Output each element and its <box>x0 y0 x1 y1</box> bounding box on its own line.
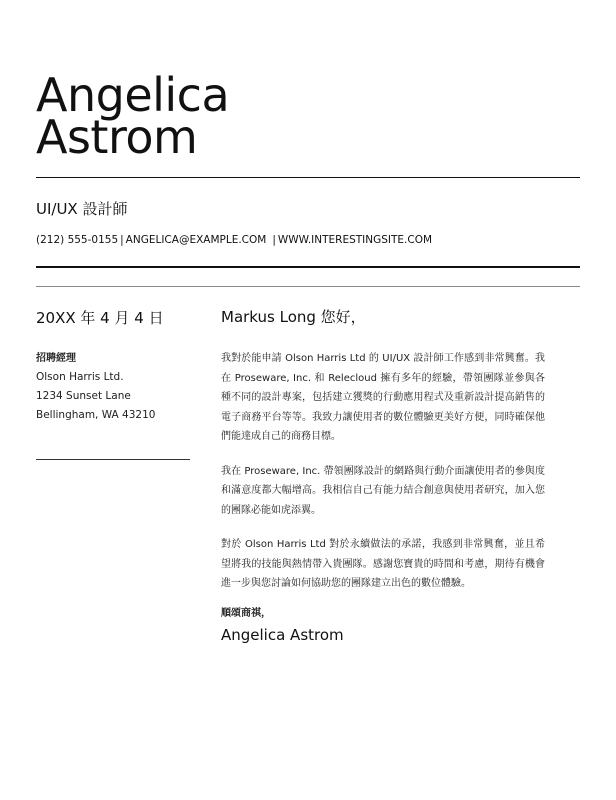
signature: Angelica Astrom <box>221 626 344 644</box>
contact-line <box>36 233 432 247</box>
job-title: UI/UX 設計師 <box>36 200 128 218</box>
letter-paragraph: 我對於能申請 Olson Harris Ltd 的 UI/UX 設計師工作感到非常興奮。我在 Proseware, Inc. 和 Relecloud 擁有多年的經驗，帶領團隊並參與各種不同的設計專案，包括建立獲獎的行動應用程式及重新設計提高銷售的電子商務平台等等。我致力讓使用者的數位體驗更美好方便，同時確保他們能達成自己的商務目標。 <box>221 353 545 442</box>
header-divider <box>36 177 580 178</box>
phone-number: (212) 555-0155 <box>36 234 119 246</box>
letter-body <box>221 349 545 609</box>
contact-divider-thick <box>36 266 580 268</box>
first-name: Angelica <box>36 68 230 122</box>
website-url: WWW.INTERESTINGSITE.COM <box>277 234 433 246</box>
recipient-street: 1234 Sunset Lane <box>36 390 131 402</box>
letter-paragraph: 我在 Proseware, Inc. 帶領團隊設計的網路與行動介面讓使用者的參與度和滿意度都大幅增高。我相信自己有能力結合創意與使用者研究，加入您的團隊必能如虎添翼。 <box>221 465 545 516</box>
last-name: Astrom <box>36 110 198 164</box>
sidebar-divider <box>36 459 190 460</box>
contact-separator: | <box>272 234 276 246</box>
contact-separator: | <box>120 234 124 246</box>
recipient-city: Bellingham, WA 43210 <box>36 409 156 421</box>
recipient-company: Olson Harris Ltd. <box>36 371 124 383</box>
recipient-block <box>36 349 206 425</box>
email-address: ANGELICA@EXAMPLE.COM <box>125 234 267 246</box>
contact-divider-thin <box>36 286 580 287</box>
letter-paragraph: 對於 Olson Harris Ltd 對於永續做法的承諾，我感到非常興奮，並且希望將我的技能與熱情帶入貴團隊。感謝您寶貴的時間和考慮，期待有機會進一步與您討論如何協助您的團隊建立出色的數位體驗。 <box>221 539 545 589</box>
salutation: Markus Long 您好， <box>221 308 366 326</box>
closing: 順頌商祺， <box>221 608 271 619</box>
letter-date: 20XX 年 4 月 4 日 <box>36 309 164 327</box>
recipient-role: 招聘經理 <box>36 353 76 364</box>
